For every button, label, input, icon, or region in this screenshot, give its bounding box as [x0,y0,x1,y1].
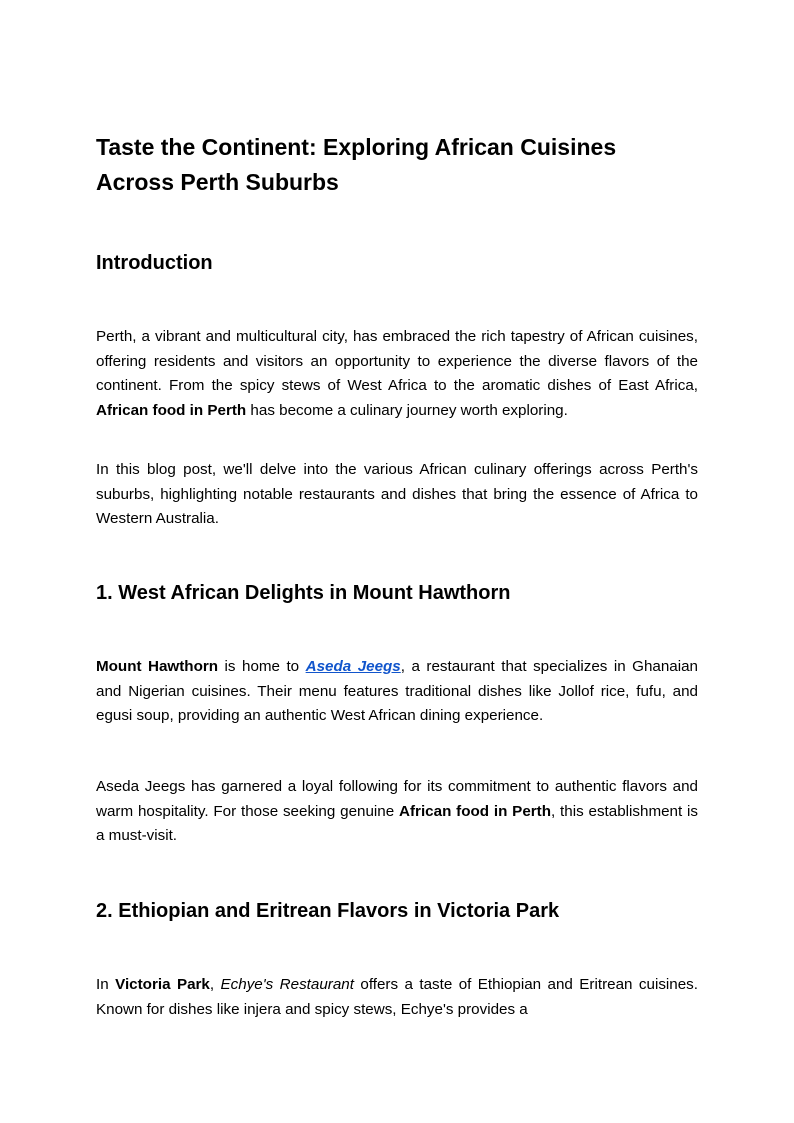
intro-paragraph-1 [96,325,698,423]
section-1-p1-text-b: , a restaurant that specializes in Ghanaian and Nigerian cuisines. Their menu features traditional dishes like Jollof rice, fufu, and egusi soup, providing an authentic West African dining experience. [96,658,699,725]
intro-p1-keyword: African food in Perth [96,401,247,419]
intro-heading: Introduction [96,252,213,274]
section-1-p2-text-b: , this establishment is a must-visit. [96,802,699,845]
intro-p1-text-a: Perth, a vibrant and multicultural city, has embraced the rich tapestry of African cuisines, offering residents and visitors an opportunity to experience the diverse flavors of the continent. From the spicy stews of West Africa to the aromatic dishes of East Africa, [96,328,698,395]
intro-p1-text-b: has become a culinary journey worth exploring. [246,401,568,419]
section-2-p1-comma: , [209,976,221,993]
aseda-jeegs-link[interactable]: Aseda Jeegs [305,658,401,675]
intro-paragraph-2: In this blog post, we'll delve into the various African culinary offerings across Perth's suburbs, highlighting notable restaurants and dishes that bring the essence of Africa to Western Australia. [96,461,698,528]
section-1-heading: 1. West African Delights in Mount Hawthorn [96,582,511,604]
section-1-p2-keyword: African food in Perth [399,802,552,820]
page-title: Taste the Continent: Exploring African Cuisines Across Perth Suburbs [96,134,617,195]
section-2-heading: 2. Ethiopian and Eritrean Flavors in Victoria Park [96,900,560,922]
section-1-p1-text-a: is home to [218,658,306,675]
section-2-p1-text-b: offers a taste of Ethiopian and Eritrean cuisines. Known for dishes like injera and spicy stews, Echye's provides a [96,976,698,1018]
section-1-paragraph-1 [96,655,698,729]
section-2-restaurant-name: Echye's Restaurant [220,976,354,993]
section-2-suburb: Victoria Park [115,976,210,993]
section-1-paragraph-2 [96,775,698,849]
section-1-p2-text-a: Aseda Jeegs has garnered a loyal following for its commitment to authentic flavors and warm hospitality. For those seeking genuine [96,778,698,820]
section-2-paragraph-1 [96,973,698,1022]
section-1-suburb: Mount Hawthorn [96,658,219,675]
section-2-p1-text-a: In [96,976,116,993]
